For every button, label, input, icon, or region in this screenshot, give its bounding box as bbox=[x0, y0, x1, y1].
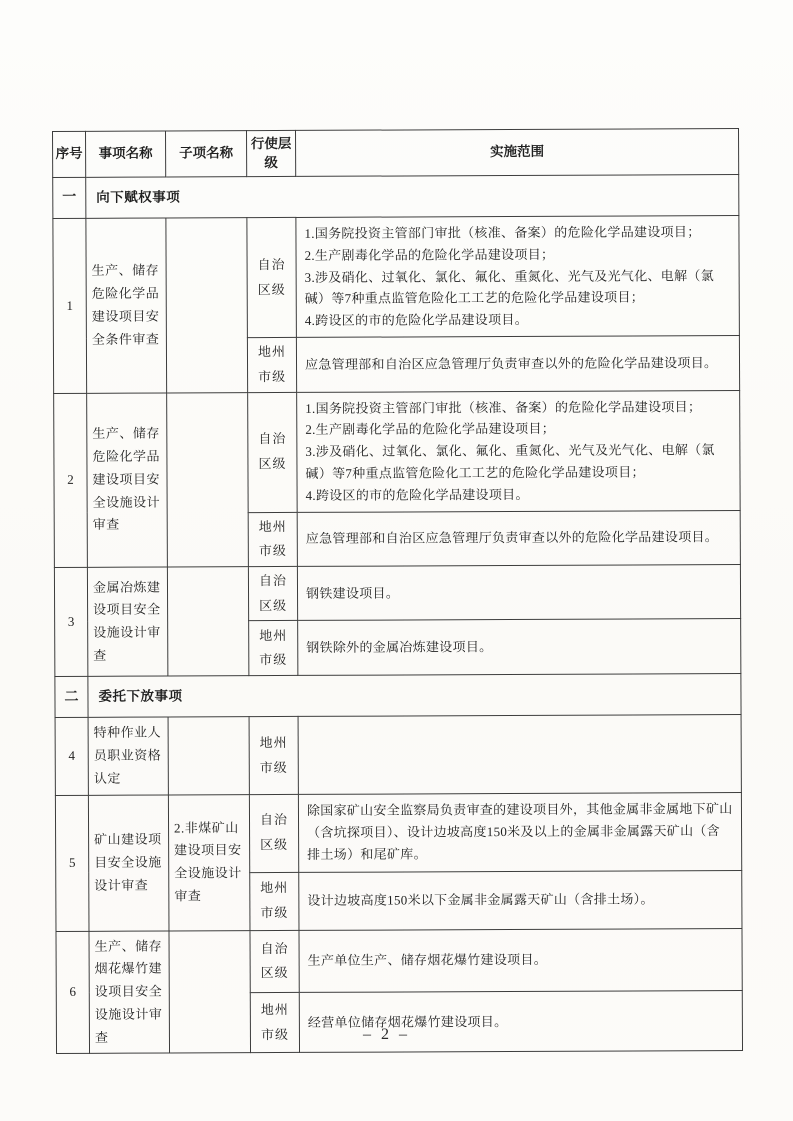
table-row bbox=[55, 715, 741, 795]
row-3-sub-item bbox=[167, 567, 248, 677]
section-1-index: 一 bbox=[53, 177, 86, 218]
row-4-level-prefecture: 地州市级 bbox=[249, 717, 298, 794]
row-6-level-region: 自治区级 bbox=[250, 930, 299, 992]
row-5-level-region: 自治区级 bbox=[249, 794, 298, 872]
row-2-level-prefecture: 地州市级 bbox=[248, 512, 297, 567]
section-row-1 bbox=[53, 175, 739, 219]
row-5-scope-region: 除国家矿山安全监察局负责审查的建设项目外，其他金属非金属地下矿山（含坑探项目）、设计边坡高度150米及以上的金属非金属露天矿山（含排土场）和尾矿库。 bbox=[298, 792, 741, 872]
row-4-number: 4 bbox=[55, 718, 88, 795]
row-4-item-name: 特种作业人员职业资格认定 bbox=[88, 717, 168, 795]
row-6-number: 6 bbox=[56, 931, 90, 1054]
row-5-level-prefecture: 地州市级 bbox=[250, 872, 299, 930]
row-3-scope-prefecture: 钢铁除外的金属冶炼建设项目。 bbox=[298, 619, 741, 676]
page-number: – 2 – bbox=[363, 1026, 410, 1043]
row-2-sub-item bbox=[167, 392, 249, 567]
row-4-sub-item bbox=[168, 717, 249, 795]
row-5-item-name: 矿山建设项目安全设施设计审查 bbox=[88, 795, 169, 931]
table-header-row bbox=[53, 129, 739, 178]
row-1-item-name: 生产、储存危险化学品建设项目安全条件审查 bbox=[86, 218, 167, 393]
row-3-scope-region: 钢铁建设项目。 bbox=[297, 565, 740, 621]
header-item-name: 事项名称 bbox=[86, 131, 166, 177]
row-3-item-name: 金属冶炼建设项目安全设施设计审查 bbox=[87, 567, 167, 677]
row-1-number: 1 bbox=[53, 218, 87, 393]
table-row bbox=[55, 792, 741, 873]
section-2-title: 委托下放事项 bbox=[88, 674, 741, 718]
row-1-scope-prefecture: 应急管理部和自治区应急管理厅负责审查以外的危险化学品建设项目。 bbox=[296, 336, 739, 392]
section-1-title: 向下赋权事项 bbox=[86, 175, 739, 219]
header-serial-number: 序号 bbox=[53, 131, 86, 177]
header-exercise-level: 行使层级 bbox=[247, 130, 296, 176]
row-2-number: 2 bbox=[54, 393, 88, 568]
row-2-item-name: 生产、储存危险化学品建设项目安全设施设计审查 bbox=[87, 393, 168, 568]
table-row bbox=[53, 216, 740, 339]
header-sub-item-name: 子项名称 bbox=[166, 131, 247, 177]
row-1-sub-item bbox=[166, 218, 248, 393]
section-row-2 bbox=[55, 674, 741, 718]
row-5-sub-item: 2.非煤矿山建设项目安全设施设计审查 bbox=[168, 794, 250, 930]
row-6-level-prefecture: 地州市级 bbox=[250, 992, 299, 1053]
row-2-level-region: 自治区级 bbox=[248, 392, 298, 512]
header-implementation-scope: 实施范围 bbox=[295, 129, 738, 177]
row-2-scope-prefecture: 应急管理部和自治区应急管理厅负责审查以外的危险化学品建设项目。 bbox=[297, 510, 740, 566]
table-row bbox=[54, 565, 740, 622]
row-2-scope-region: 1.国务院投资主管部门审批（核准、备案）的危险化学品建设项目； 2.生产剧毒化学品的危险化学品建设项目； 3.涉及硝化、过氧化、氯化、氟化、重氮化、光气及光气化、电解（氯碱）等7种重点监管危险化工工艺的危险化学品建设项目； 4.跨设区的市的危险化学品建设项目。 bbox=[297, 390, 741, 512]
row-5-scope-prefecture: 设计边坡高度150米以下金属非金属露天矿山（含排土场）。 bbox=[299, 870, 742, 930]
row-1-scope-region: 1.国务院投资主管部门审批（核准、备案）的危险化学品建设项目； 2.生产剧毒化学品的危险化学品建设项目； 3.涉及硝化、过氧化、氯化、氟化、重氮化、光气及光气化、电解（氯碱）等7种重点监管危险化工工艺的危险化学品建设项目； 4.跨设区的市的危险化学品建设项目。 bbox=[296, 216, 740, 338]
row-1-level-prefecture: 地州市级 bbox=[247, 338, 296, 393]
table-row bbox=[54, 390, 741, 513]
row-6-scope-prefecture: 经营单位储存烟花爆竹建设项目。 bbox=[299, 990, 742, 1052]
row-6-item-name: 生产、储存烟花爆竹建设项目安全设施设计审查 bbox=[89, 931, 170, 1054]
row-6-scope-region: 生产单位生产、储存烟花爆竹建设项目。 bbox=[299, 928, 742, 992]
row-3-number: 3 bbox=[54, 567, 87, 677]
row-4-scope-prefecture bbox=[298, 715, 741, 794]
row-5-number: 5 bbox=[55, 795, 89, 931]
section-2-index: 二 bbox=[55, 677, 88, 718]
row-1-level-region: 自治区级 bbox=[247, 217, 297, 337]
row-3-level-prefecture: 地州市级 bbox=[249, 621, 298, 676]
delegated-items-table bbox=[52, 128, 743, 1054]
row-3-level-region: 自治区级 bbox=[248, 566, 297, 621]
table-row bbox=[56, 928, 742, 993]
